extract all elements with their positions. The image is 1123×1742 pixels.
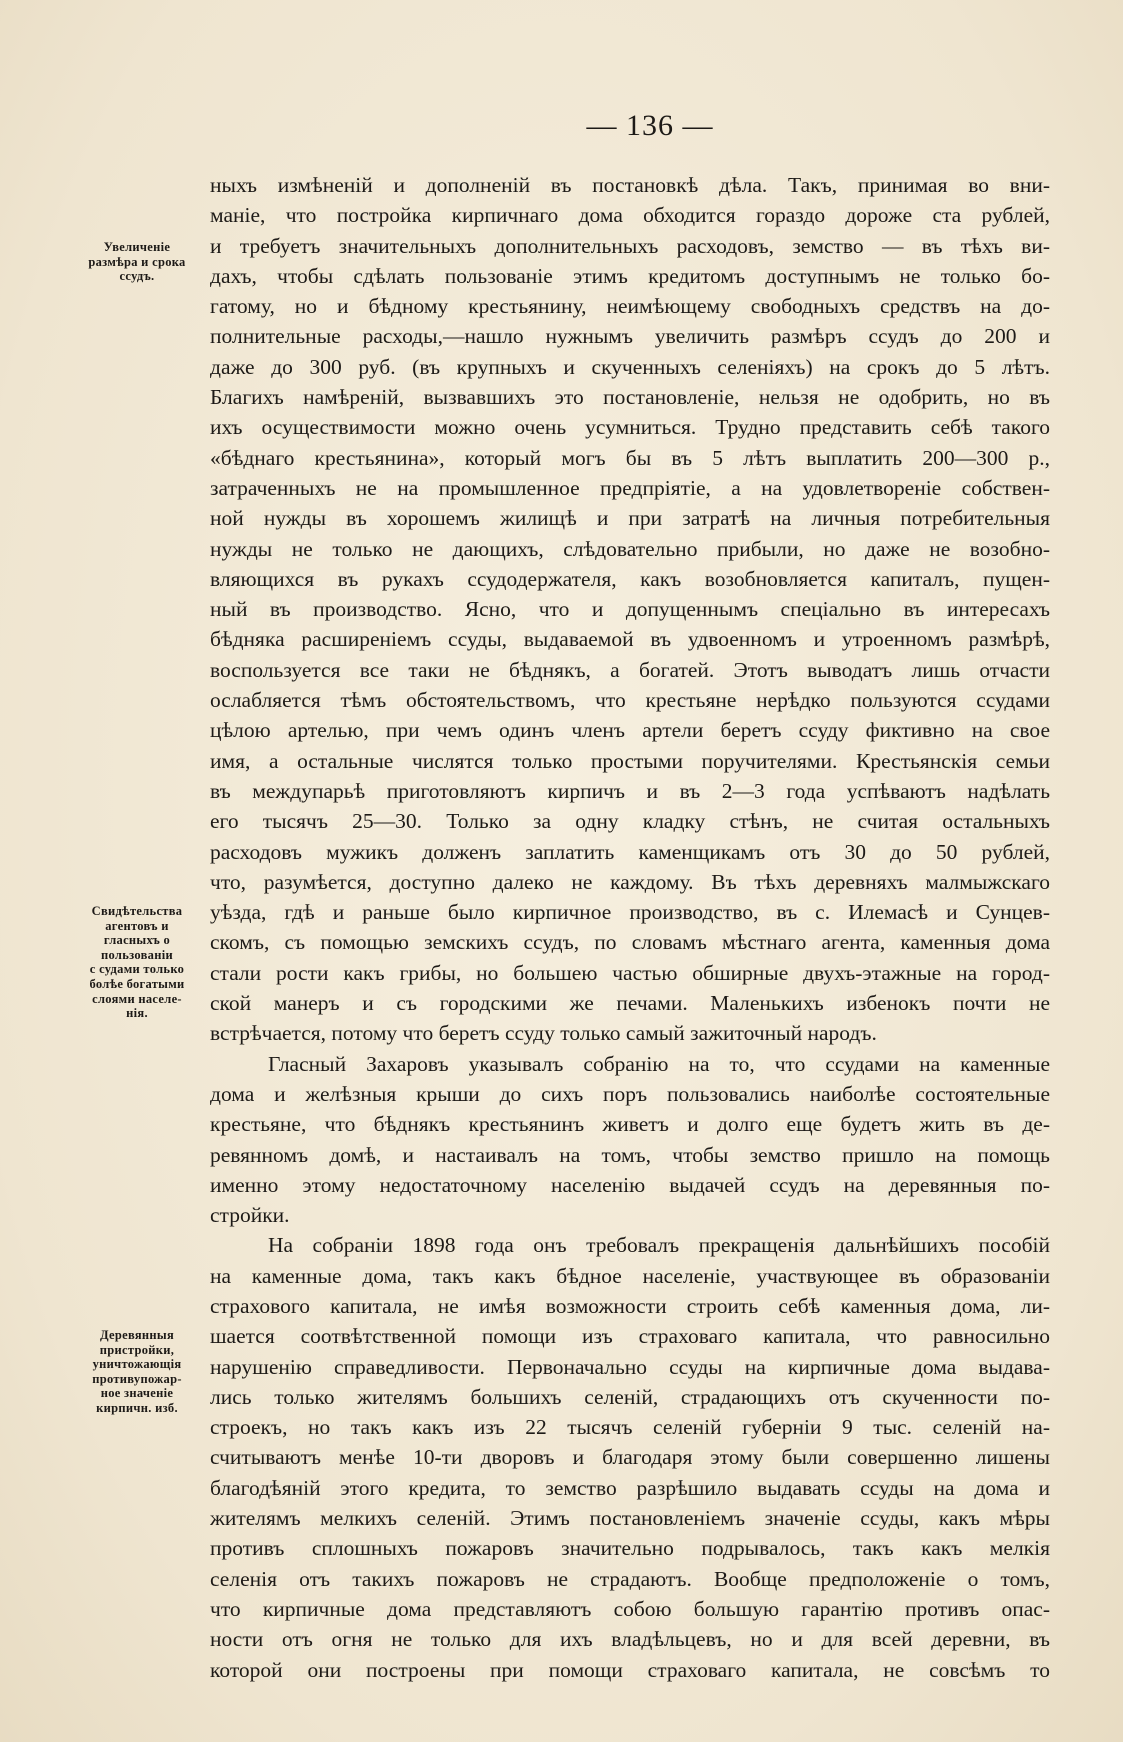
text-line: дахъ, чтобы сдѣлать пользованіе этимъ кредитомъ доступнымъ не только бо-	[210, 263, 1050, 288]
text-line: и требуетъ значительныхъ дополнительныхъ расходовъ, земство — въ тѣхъ ви-	[210, 233, 1050, 258]
text-line: ской манеръ и съ городскими же печами. Маленькихъ избенокъ почти не	[210, 991, 1050, 1016]
page-number: — 136 —	[586, 109, 714, 142]
text-line: затраченныхъ не на промышленное предпріятіе, а на удовлетвореніе собствен-	[210, 475, 1050, 500]
text-line: цѣлою артелью, при чемъ одинъ членъ артели беретъ ссуду фиктивно на свое	[210, 718, 1050, 743]
text-line: благодѣяній этого кредита, то земство разрѣшило выдавать ссуды на дома и	[210, 1475, 1050, 1500]
margin-note-wooden-extensions	[62, 1328, 212, 1416]
text-line: на каменные дома, такъ какъ бѣдное населеніе, участвующее въ образованіи	[210, 1263, 1050, 1288]
text-line: лись только жителямъ большихъ селеній, страдающихъ отъ скученности по-	[210, 1384, 1050, 1409]
text-line: Гласный Захаровъ указывалъ собранію на то, что ссудами на каменные	[268, 1051, 1050, 1076]
text-line: строекъ, но такъ какъ изъ 22 тысячъ селеній губерніи 9 тыс. селеній на-	[210, 1415, 1050, 1440]
text-line: «бѣднаго крестьянина», который могъ бы въ 5 лѣтъ выплатить 200—300 р.,	[210, 445, 1050, 470]
margin-note-loan-increase	[62, 240, 212, 284]
text-line: страхового капитала, не имѣя возможности строить себѣ каменныя дома, ли-	[210, 1293, 1050, 1318]
text-line: жителямъ мелкихъ селеній. Этимъ постановленіемъ значеніе ссуды, какъ мѣры	[210, 1506, 1050, 1531]
margin-note-line: гласныхъ о	[103, 933, 171, 948]
margin-note-line: ссудъ.	[119, 269, 155, 284]
text-line: полнительные расходы,—нашло нужнымъ увеличить размѣръ ссудъ до 200 и	[210, 324, 1050, 349]
margin-note-agent-testimony	[62, 904, 212, 1021]
margin-note-line: слоями населе-	[92, 991, 182, 1006]
text-line: крестьяне, что бѣднякъ крестьянинъ живетъ и долго еще будетъ жить въ де-	[210, 1112, 1050, 1137]
margin-note-line: агентовъ и	[105, 918, 169, 933]
text-line: гатому, но и бѣдному крестьянину, неимѣющему свободныхъ средствъ на до-	[210, 294, 1050, 319]
margin-note-line: болѣе богатыми	[89, 976, 185, 991]
margin-note-line: пристройки,	[99, 1342, 175, 1357]
text-line: ности отъ огня не только для ихъ владѣльцевъ, но и для всей деревни, въ	[210, 1627, 1050, 1652]
margin-note-line: размѣра и срока	[88, 254, 186, 269]
text-line: шается соотвѣтственной помощи изъ страховаго капитала, что равносильно	[210, 1324, 1050, 1349]
margin-note-line: кирпичн. изб.	[96, 1400, 178, 1415]
text-line: имя, а остальные числятся только простыми поручителями. Крестьянскія семьи	[210, 748, 1050, 773]
text-line: противъ сплошныхъ пожаровъ значительно подрывалось, такъ какъ мелкія	[210, 1536, 1050, 1561]
text-line: что, разумѣется, доступно далеко не каждому. Въ тѣхъ деревняхъ малмыжскаго	[210, 869, 1050, 894]
text-line: Благихъ намѣреній, вызвавшихъ это постановленіе, нельзя не одобрить, но въ	[210, 385, 1050, 410]
text-line: ревянномъ домѣ, и настаивалъ на томъ, чтобы земство пришло на помощь	[210, 1142, 1050, 1167]
margin-note-line: с судами только	[89, 962, 185, 977]
margin-note-line: уничтожающія	[92, 1357, 182, 1372]
text-line: вляющихся въ рукахъ ссудодержателя, какъ возобновляется капиталъ, пущен-	[210, 566, 1050, 591]
text-line: именно этому недостаточному населенію выдачей ссудъ на деревянныя по-	[210, 1172, 1050, 1197]
text-line: стали рости какъ грибы, но большею частью обширные двухъ-этажные на город-	[210, 960, 1050, 985]
text-line: ихъ осуществимости можно очень усумниться. Трудно представить себѣ такого	[210, 415, 1050, 440]
margin-note-line: Свидѣтельства	[91, 904, 183, 918]
text-line: встрѣчается, потому что беретъ ссуду только самый зажиточный народъ.	[210, 1021, 877, 1046]
text-line: стройки.	[210, 1203, 290, 1228]
text-line: На собраніи 1898 года онъ требовалъ прекращенія дальнѣйшихъ пособій	[268, 1233, 1050, 1258]
text-line: воспользуется все таки не бѣднякъ, а богатей. Этотъ выводатъ лишь отчасти	[210, 657, 1050, 682]
text-line: нарушенію справедливости. Первоначально ссуды на кирпичные дома выдава-	[210, 1354, 1050, 1379]
margin-note-line: Увеличеніе	[103, 240, 171, 254]
margin-note-line: противупожар-	[92, 1371, 182, 1386]
text-line: его тысячъ 25—30. Только за одну кладку стѣнъ, не считая остальныхъ	[210, 809, 1050, 834]
text-line: ный въ производство. Ясно, что и допущеннымъ спеціально въ интересахъ	[210, 597, 1050, 622]
text-line: расходовъ мужикъ долженъ заплатить каменщикамъ отъ 30 до 50 рублей,	[210, 839, 1050, 864]
text-line: бѣдняка расширеніемъ ссуды, выдаваемой въ удвоенномъ и утроенномъ размѣрѣ,	[210, 627, 1050, 652]
margin-note-line: нія.	[126, 1006, 148, 1021]
text-line: ной нужды въ хорошемъ жилищѣ и при затратѣ на личныя потребительныя	[210, 506, 1050, 531]
text-line: ныхъ измѣненій и дополненій въ постановкѣ дѣла. Такъ, принимая во вни-	[210, 173, 1050, 197]
text-line: считываютъ менѣе 10-ти дворовъ и благодаря этому были совершенно лишены	[210, 1445, 1050, 1470]
text-line: въ междупарьѣ приготовляютъ кирпичъ и въ 2—3 года успѣваютъ надѣлать	[210, 778, 1050, 803]
body-text	[210, 170, 1050, 1685]
margin-note-line: пользованіи	[101, 947, 173, 962]
text-line: маніе, что постройка кирпичнаго дома обходится гораздо дороже ста рублей,	[210, 203, 1050, 228]
text-line: селенія отъ такихъ пожаровъ не страдаютъ. Вообще предположеніе о томъ,	[210, 1566, 1050, 1591]
text-line: даже до 300 руб. (въ крупныхъ и скученныхъ селеніяхъ) на срокъ до 5 лѣтъ.	[210, 354, 1050, 379]
text-line: скомъ, съ помощью земскихъ ссудъ, по словамъ мѣстнаго агента, каменныя дома	[210, 930, 1050, 955]
text-line: дома и желѣзныя крыши до сихъ поръ пользовались наиболѣе состоятельные	[210, 1081, 1050, 1106]
margin-note-line: ное значеніе	[100, 1386, 174, 1401]
text-line: нужды не только не дающихъ, слѣдовательно прибыли, но даже не возобно-	[210, 536, 1050, 561]
text-line: уѣзда, гдѣ и раньше было кирпичное производство, въ с. Илемасѣ и Сунцев-	[210, 900, 1050, 925]
text-line: что кирпичные дома представляютъ собою большую гарантію противъ опас-	[210, 1596, 1050, 1621]
margin-note-line: Деревянныя	[99, 1328, 175, 1342]
text-line: ослабляется тѣмъ обстоятельствомъ, что крестьяне нерѣдко пользуются ссудами	[210, 688, 1050, 713]
text-line: которой они построены при помощи страховаго капитала, не совсѣмъ то	[210, 1657, 1050, 1682]
